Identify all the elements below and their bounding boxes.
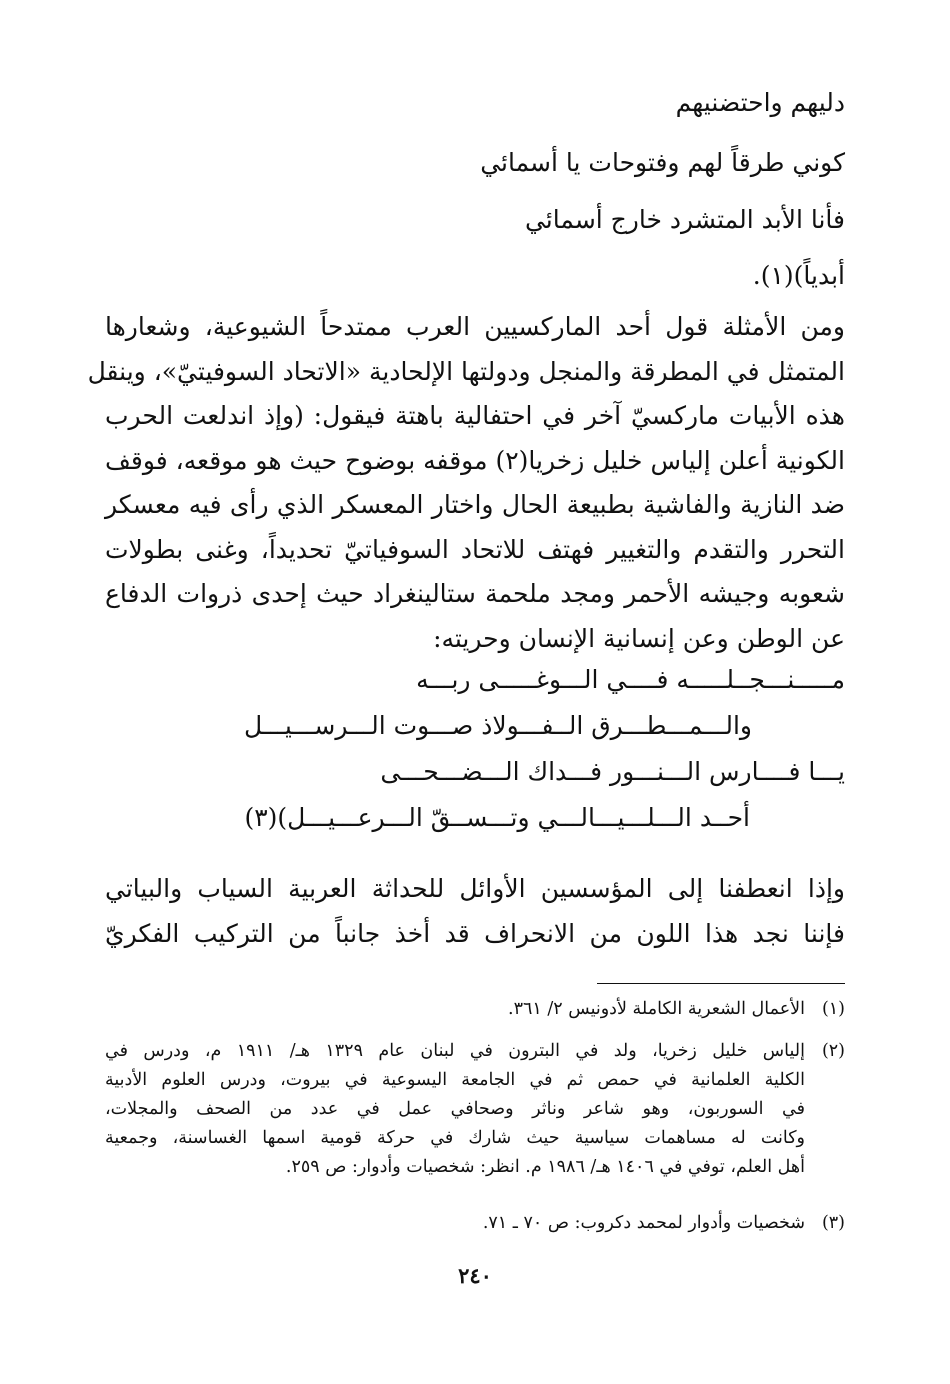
verse-line: والـــمـــطـــرق الــفـــولاذ صـــوت الـــرســـيـــل [243, 711, 752, 740]
footnote-number: (٢) [821, 1041, 845, 1061]
footnote-divider [597, 983, 845, 984]
paragraph-line: التحرر والتقدم والتغيير فهتف للاتحاد السوفياتيّ تحديداً، وغنى بطولات [105, 534, 845, 564]
footnote-line: أهل العلم، توفي في ١٤٠٦ هـ/ ١٩٨٦ م. انظر: شخصيات وأدوار: ص ٢٥٩. [285, 1157, 805, 1177]
footnote-line: إلياس خليل زخريا، ولد في البترون في لبنان عام ١٣٢٩ هـ/ ١٩١١ م، ودرس في [105, 1041, 805, 1061]
footnote [105, 1037, 845, 1182]
paragraph-line: وإذا انعطفنا إلى المؤسسين الأوائل للحداثة العربية السياب والبياتي [105, 874, 845, 903]
verse-line: أحــد الـــلـــيـــالـــي وتـــســقّ الـــرعـــيـــل)(٣) [244, 803, 750, 832]
footnote [105, 1209, 845, 1238]
footnote-number: (١) [821, 999, 845, 1019]
poem-line: كوني طرقاً لهم وفتوحات يا أسمائي [480, 148, 845, 177]
paragraph-line: عن الوطن وعن إنسانية الإنسان وحريته: [433, 623, 845, 653]
footnote-line: وكانت له مساهمات سياسية حيث شارك في حركة قومية اسمها الغساسنة، وجمعية [105, 1128, 805, 1148]
footnote [105, 995, 845, 1024]
paragraph-line: فإننا نجد هذا اللون من الانحراف قد أخذ جانباً من التركيب الفكريّ [105, 918, 845, 948]
paragraph-line: شعوبه وجيشه الأحمر ومجد ملحمة ستالينغراد حيث إحدى ذروات الدفاع [105, 579, 845, 608]
footnote-number: (٣) [821, 1213, 845, 1233]
poem-line: أبدياً)(١). [752, 261, 845, 290]
footnote-line: الكلية العلمانية في حمص ثم في الجامعة اليسوعية في بيروت، ودرس العلوم الأدبية [105, 1070, 805, 1090]
paragraph-line: ومن الأمثلة قول أحد الماركسيين العرب ممتدحاً الشيوعية، وشعارها [105, 312, 845, 341]
body-paragraph [87, 305, 845, 661]
footnote-line: في السوربون، وهو شاعر وناثر وصحافي عمل في عدد من الصحف والمجلات، [105, 1099, 805, 1119]
paragraph-line: هذه الأبيات ماركسيّ آخر في احتفالية باهتة فيقول: (وإذ اندلعت الحرب [105, 401, 845, 430]
poem-line: دليهم واحتضنيهم [675, 88, 845, 117]
poem-line: فأنا الأبد المتشرد خارج أسمائي [524, 205, 845, 234]
paragraph-line: الكونية أعلن إلياس خليل زخريا(٢) موقفه بوضوح حيث هو موقعه، فوقف [105, 445, 845, 475]
footnote-line: الأعمال الشعرية الكاملة لأدونيس ٢/ ٣٦١. [508, 999, 805, 1019]
verse-line: مـــــنـــجــلـــــه فــــي الـــوغـــــى ربـــه [416, 665, 845, 694]
paragraph-line: المتمثل في المطرقة والمنجل ودولتها الإلحادية «الاتحاد السوفيتيّ»، وينقل [87, 356, 845, 386]
page-number: ٢٤٠ [458, 1263, 492, 1288]
paragraph-line: ضد النازية والفاشية بطبيعة الحال واختار المعسكر الذي رأى فيه معسكر [105, 490, 845, 519]
footnote-line: شخصيات وأدوار لمحمد دكروب: ص ٧٠ ـ ٧١. [482, 1213, 805, 1233]
body-paragraph [105, 867, 845, 956]
verse-line: يـــا فــــارس الـــنـــور فـــداك الـــضـــحـــى [380, 757, 845, 786]
